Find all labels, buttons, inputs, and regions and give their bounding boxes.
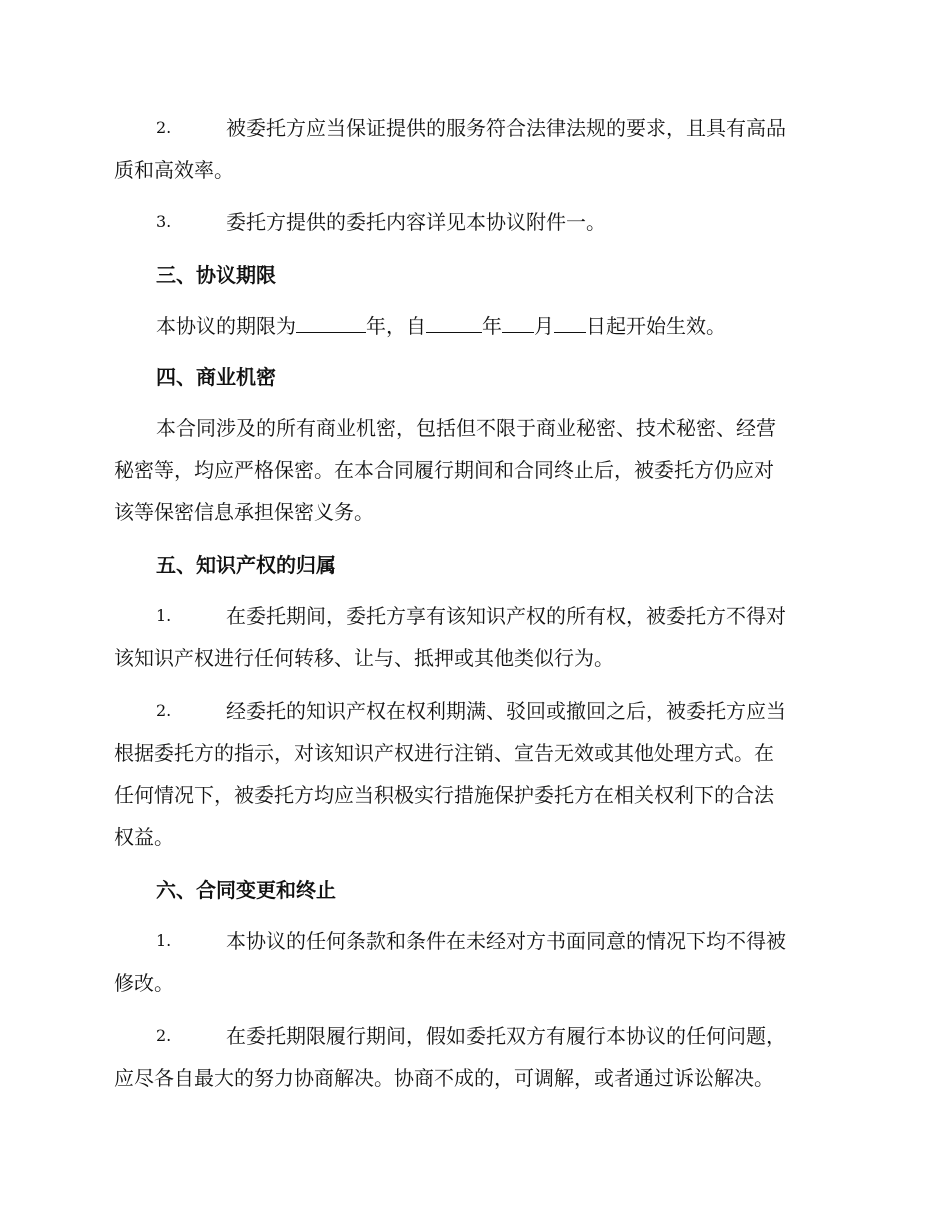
paragraph-line: 权益。 [114, 825, 174, 849]
section-heading: 四、商业机密 [156, 365, 276, 389]
list-number: 2. [156, 118, 172, 137]
paragraph-line: 在委托期间，委托方享有该知识产权的所有权，被委托方不得对 [226, 604, 786, 628]
paragraph-line: 本合同涉及的所有商业机密，包括但不限于商业秘密、技术秘密、经营 [156, 416, 776, 440]
section-heading: 五、知识产权的归属 [156, 553, 336, 577]
list-number: 3. [156, 212, 172, 231]
fill-in-blank [502, 314, 534, 333]
clause-text: 月 [534, 314, 554, 338]
paragraph-line: 在委托期限履行期间，假如委托双方有履行本协议的任何问题， [226, 1024, 786, 1048]
paragraph-line: 经委托的知识产权在权利期满、驳回或撤回之后，被委托方应当 [226, 699, 786, 723]
paragraph-line: 秘密等，均应严格保密。在本合同履行期间和合同终止后，被委托方仍应对 [114, 458, 774, 482]
fill-in-blank [554, 314, 586, 333]
section-heading: 六、合同变更和终止 [156, 878, 336, 902]
term-clause [156, 314, 726, 338]
clause-text: 年，自 [366, 314, 426, 338]
paragraph-line: 根据委托方的指示，对该知识产权进行注销、宣告无效或其他处理方式。在 [114, 741, 774, 765]
list-number: 2. [156, 1026, 172, 1045]
clause-text: 本协议的期限为 [156, 314, 296, 338]
paragraph-line: 应尽各自最大的努力协商解决。协商不成的，可调解，或者通过诉讼解决。 [114, 1066, 774, 1090]
paragraph-line: 质和高效率。 [114, 158, 234, 182]
paragraph-line: 被委托方应当保证提供的服务符合法律法规的要求，且具有高品 [226, 116, 786, 140]
paragraph-line: 该知识产权进行任何转移、让与、抵押或其他类似行为。 [114, 646, 614, 670]
list-number: 1. [156, 606, 172, 625]
paragraph-line: 委托方提供的委托内容详见本协议附件一。 [226, 210, 606, 234]
paragraph-line: 该等保密信息承担保密义务。 [114, 500, 374, 524]
clause-text: 日起开始生效。 [586, 314, 726, 338]
section-heading: 三、协议期限 [156, 263, 276, 287]
clause-text: 年 [482, 314, 502, 338]
paragraph-line: 修改。 [114, 971, 174, 995]
fill-in-blank [426, 314, 482, 333]
list-number: 1. [156, 931, 172, 950]
paragraph-line: 本协议的任何条款和条件在未经对方书面同意的情况下均不得被 [226, 929, 786, 953]
paragraph-line: 任何情况下，被委托方均应当积极实行措施保护委托方在相关权利下的合法 [114, 783, 774, 807]
fill-in-blank [296, 314, 366, 333]
list-number: 2. [156, 701, 172, 720]
